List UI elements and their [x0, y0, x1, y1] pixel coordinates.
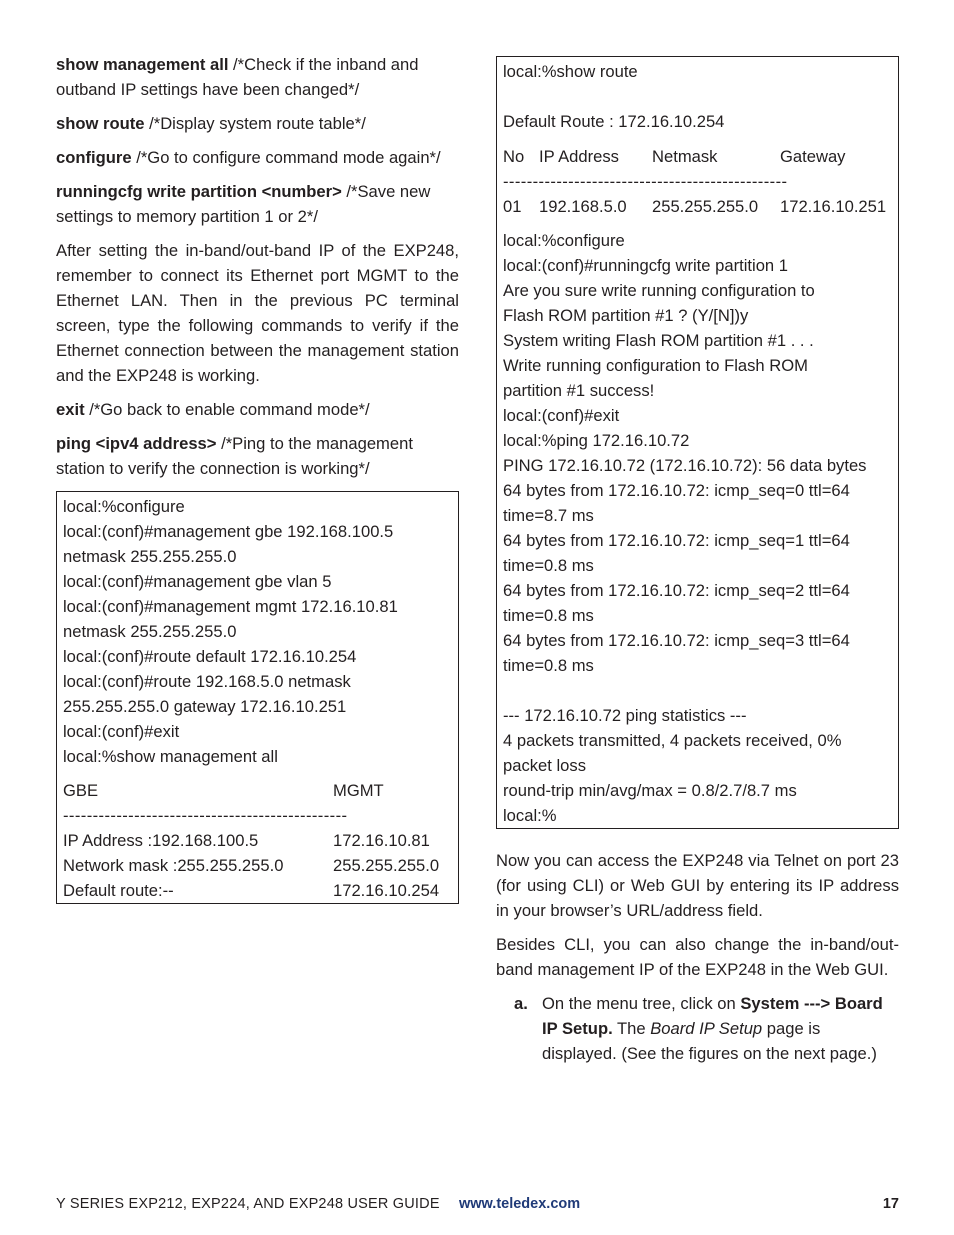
- left-column: [56, 52, 459, 904]
- dash-separator: ------------------------------------------------: [63, 806, 348, 825]
- terminal-line: Flash ROM partition #1 ? (Y/[N])y: [503, 306, 749, 325]
- terminal-line: 64 bytes from 172.16.10.72: icmp_seq=0 ttl=64: [503, 481, 850, 500]
- terminal-line: --- 172.16.10.72 ping statistics ---: [503, 706, 747, 725]
- terminal-line: local:(conf)#route default 172.16.10.254: [63, 647, 357, 666]
- dash-separator: ------------------------------------------------: [503, 172, 788, 191]
- header-gbe: GBE: [63, 781, 99, 800]
- telnet-paragraph: Now you can access the EXP248 via Telnet on port 23 (for using CLI) or Web GUI by entering its IP address in your browser’s URL/address field.: [496, 851, 899, 920]
- terminal-line: local:%show management all: [63, 747, 278, 766]
- terminal-line: 255.255.255.0 gateway 172.16.10.251: [63, 697, 347, 716]
- table-row: [63, 828, 452, 853]
- terminal-line: 4 packets transmitted, 4 packets received, 0%: [503, 731, 842, 750]
- table-header-row: [503, 144, 892, 169]
- table-cell: 172.16.10.254: [333, 881, 440, 900]
- table-cell: 255.255.255.0: [652, 197, 759, 216]
- table-cell: 255.255.255.0: [333, 856, 440, 875]
- table-cell: 192.168.5.0: [539, 197, 627, 216]
- terminal-line: local:(conf)#exit: [63, 722, 180, 741]
- terminal-line: local:(conf)#exit: [503, 406, 620, 425]
- terminal-line: 64 bytes from 172.16.10.72: icmp_seq=3 ttl=64: [503, 631, 850, 650]
- table-cell: Network mask :255.255.255.0: [63, 856, 284, 875]
- terminal-line: local:%: [503, 806, 557, 825]
- table-cell: 01: [503, 197, 522, 216]
- table-header-row: [63, 778, 452, 803]
- terminal-box-management: [56, 491, 459, 904]
- header-netmask: Netmask: [652, 147, 718, 166]
- right-column: [496, 56, 899, 1066]
- terminal-line: Write running configuration to Flash ROM: [503, 356, 808, 375]
- terminal-line: 64 bytes from 172.16.10.72: icmp_seq=2 ttl=64: [503, 581, 850, 600]
- cmd-show-route: show route /*Display system route table*/: [56, 114, 366, 133]
- table-row: [503, 194, 892, 219]
- header-no: No: [503, 147, 525, 166]
- instruction-paragraph: After setting the in-band/out-band IP of the EXP248, remember to connect its Ethernet port MGMT to the Ethernet LAN. Then in the previous PC terminal screen, type the following commands to verify if the Ethernet connection between the management station and the EXP248 is working.: [56, 241, 459, 385]
- terminal-line: local:(conf)#management gbe 192.168.100.5: [63, 522, 394, 541]
- terminal-line: local:(conf)#route 192.168.5.0 netmask: [63, 672, 351, 691]
- terminal-line: [503, 678, 892, 703]
- cmd-exit: exit /*Go back to enable command mode*/: [56, 400, 370, 419]
- terminal-line: time=0.8 ms: [503, 556, 594, 575]
- terminal-line: packet loss: [503, 756, 587, 775]
- management-table: [63, 778, 452, 903]
- table-row: [63, 853, 452, 878]
- terminal-line: local:%show route: [503, 62, 638, 81]
- terminal-line: local:(conf)#management mgmt 172.16.10.81: [63, 597, 398, 616]
- terminal-line: 64 bytes from 172.16.10.72: icmp_seq=1 ttl=64: [503, 531, 850, 550]
- terminal-line: round-trip min/avg/max = 0.8/2.7/8.7 ms: [503, 781, 797, 800]
- terminal-line: time=0.8 ms: [503, 656, 594, 675]
- table-cell: 172.16.10.251: [780, 197, 887, 216]
- terminal-line: Are you sure write running configuration to: [503, 281, 815, 300]
- terminal-line: netmask 255.255.255.0: [63, 547, 237, 566]
- terminal-box-route: [496, 56, 899, 829]
- step-a: [514, 991, 899, 1066]
- cmd-configure: configure /*Go to configure command mode again*/: [56, 148, 441, 167]
- table-cell: IP Address :192.168.100.5: [63, 831, 259, 850]
- terminal-line: local:%configure: [503, 231, 625, 250]
- terminal-line: local:(conf)#runningcfg write partition 1: [503, 256, 789, 275]
- webgui-paragraph: Besides CLI, you can also change the in-band/out-band management IP of the EXP248 in the Web GUI.: [496, 935, 899, 979]
- header-gateway: Gateway: [780, 147, 846, 166]
- terminal-line: System writing Flash ROM partition #1 . . .: [503, 331, 814, 350]
- terminal-line: local:%ping 172.16.10.72: [503, 431, 690, 450]
- terminal-line: PING 172.16.10.72 (172.16.10.72): 56 data bytes: [503, 456, 867, 475]
- step-text: On the menu tree, click on System ---> Board IP Setup. The Board IP Setup page is displayed. (See the figures on the next page.): [542, 994, 883, 1063]
- terminal-line: Default Route : 172.16.10.254: [503, 112, 725, 131]
- terminal-line: time=8.7 ms: [503, 506, 594, 525]
- header-ip: IP Address: [539, 147, 619, 166]
- table-cell: 172.16.10.81: [333, 831, 430, 850]
- terminal-line: partition #1 success!: [503, 381, 655, 400]
- footer-url-link[interactable]: www.teledex.com: [459, 1196, 581, 1212]
- header-mgmt: MGMT: [333, 781, 384, 800]
- terminal-line: local:(conf)#management gbe vlan 5: [63, 572, 332, 591]
- cmd-show-management: show management all /*Check if the inband and outband IP settings have been changed*/: [56, 55, 419, 99]
- step-label: a.: [514, 994, 528, 1013]
- terminal-line: time=0.8 ms: [503, 606, 594, 625]
- terminal-line: local:%configure: [63, 497, 185, 516]
- table-row: [63, 878, 452, 903]
- cmd-ping: ping <ipv4 address> /*Ping to the management station to verify the connection is working*/: [56, 434, 413, 478]
- terminal-line: netmask 255.255.255.0: [63, 622, 237, 641]
- table-cell: Default route:--: [63, 881, 174, 900]
- route-table: [503, 144, 892, 219]
- cmd-runningcfg: runningcfg write partition <number> /*Save new settings to memory partition 1 or 2*/: [56, 182, 431, 226]
- footer-guide-title: Y SERIES EXP212, EXP224, AND EXP248 USER GUIDE: [56, 1196, 440, 1212]
- page-number: 17: [882, 1196, 899, 1212]
- terminal-output: [503, 228, 892, 828]
